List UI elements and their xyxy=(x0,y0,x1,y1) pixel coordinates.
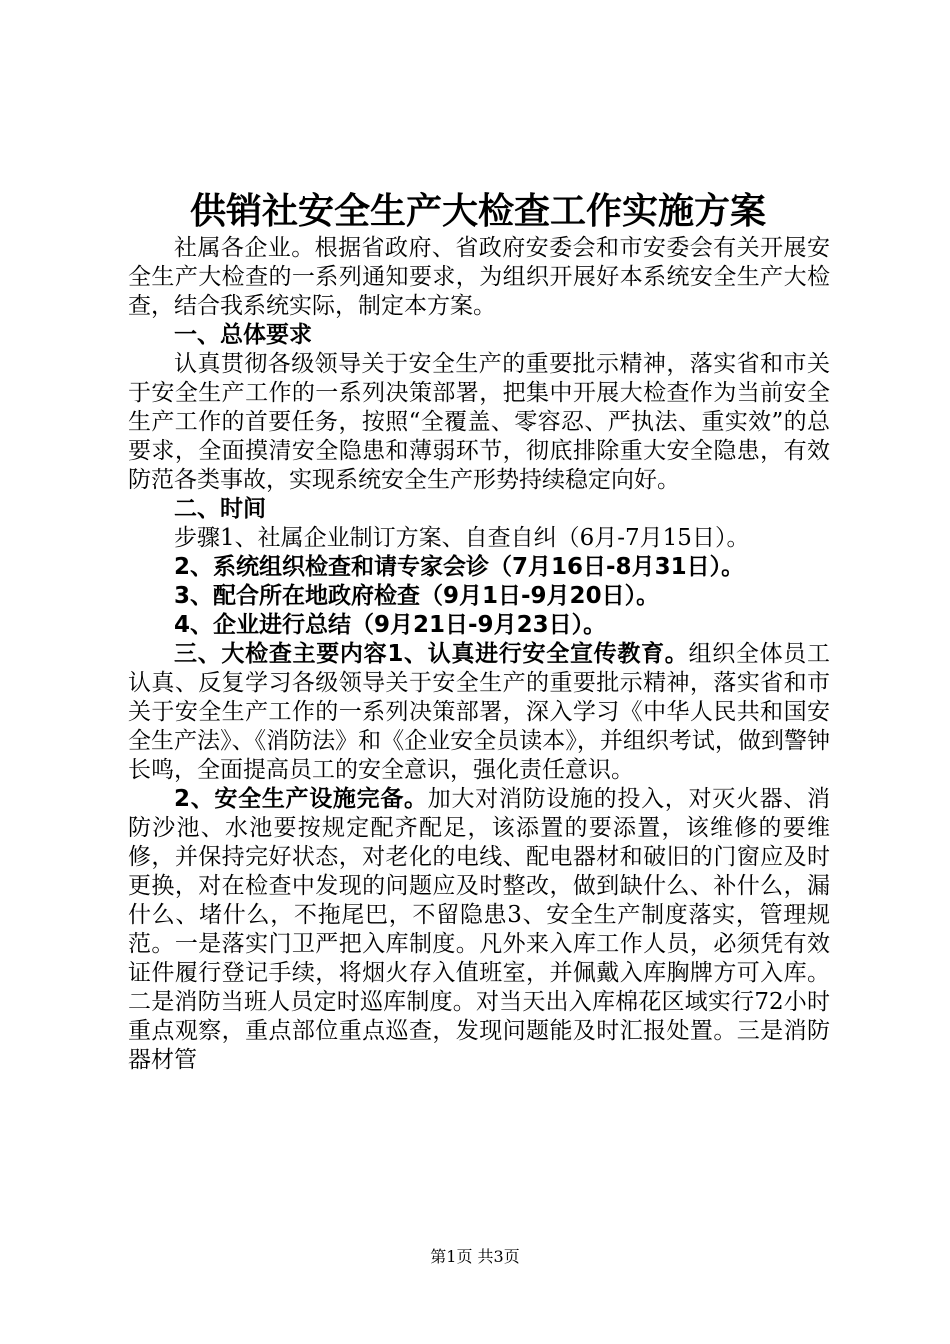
section1-paragraph: 认真贯彻各级领导关于安全生产的重要批示精神，落实省和市关于安全生产工作的一系列决策部署，把集中开展大检查作为当前安全生产工作的首要任务，按照“全覆盖、零容忍、严执法、重实效”的总要求，全面摸清安全隐患和薄弱环节，彻底排除重大安全隐患，有效防范各类事故，实现系统安全生产形势持续稳定向好。 xyxy=(128,351,830,493)
section2-heading: 二、时间 xyxy=(174,496,266,522)
section3-item2-paragraph xyxy=(128,785,830,1075)
schedule-step-4: 4、企业进行总结（9月21日-9月23日）。 xyxy=(174,612,607,638)
document-body xyxy=(128,234,830,1075)
section3-item2-body: 加大对消防设施的投入，对灭火器、消防沙池、水池要按规定配齐配足，该添置的要添置，该维修的要维修，并保持完好状态，对老化的电线、配电器材和破旧的门窗应及时更换，对在检查中发现的问题应及时整改，做到缺什么、补什么，漏什么、堵什么，不拖尾巴，不留隐患3、安全生产制度落实，管理规范。一是落实门卫严把入库制度。凡外来入库工作人员，必须凭有效证件履行登记手续，将烟火存入值班室，并佩戴入库胸牌方可入库。二是消防当班人员定时巡库制度。对当天出入库棉花区域实行72小时重点观察，重点部位重点巡查，发现问题能及时汇报处置。三是消防器材管 xyxy=(128,786,830,1073)
section3-heading: 三、大检查主要内容1、认真进行安全宣传教育。 xyxy=(174,641,689,667)
schedule-step-2: 2、系统组织检查和请专家会诊（7月16日-8月31日）。 xyxy=(174,554,745,580)
section1-heading: 一、总体要求 xyxy=(174,322,312,348)
section3-item1-body: 组织全体员工认真、反复学习各级领导关于安全生产的重要批示精神，落实省和市关于安全生产工作的一系列决策部署，深入学习《中华人民共和国安全生产法》、《消防法》和《企业安全员读本》，并组织考试，做到警钟长鸣，全面提高员工的安全意识，强化责任意识。 xyxy=(128,641,830,783)
section3-item1-paragraph xyxy=(128,640,830,785)
schedule-step-1: 步骤1、社属企业制订方案、自查自纠（6月-7月15日）。 xyxy=(174,525,750,551)
section3-item2-heading: 2、安全生产设施完备。 xyxy=(174,786,428,812)
document-title: 供销社安全生产大检查工作实施方案 xyxy=(189,190,766,232)
intro-paragraph: 社属各企业。根据省政府、省政府安委会和市安委会有关开展安全生产大检查的一系列通知要求，为组织开展好本系统安全生产大检查，结合我系统实际，制定本方案。 xyxy=(128,235,830,319)
schedule-step-3: 3、配合所在地政府检查（9月1日-9月20日）。 xyxy=(174,583,660,609)
page-footer: 第1页 共3页 xyxy=(430,1247,520,1266)
